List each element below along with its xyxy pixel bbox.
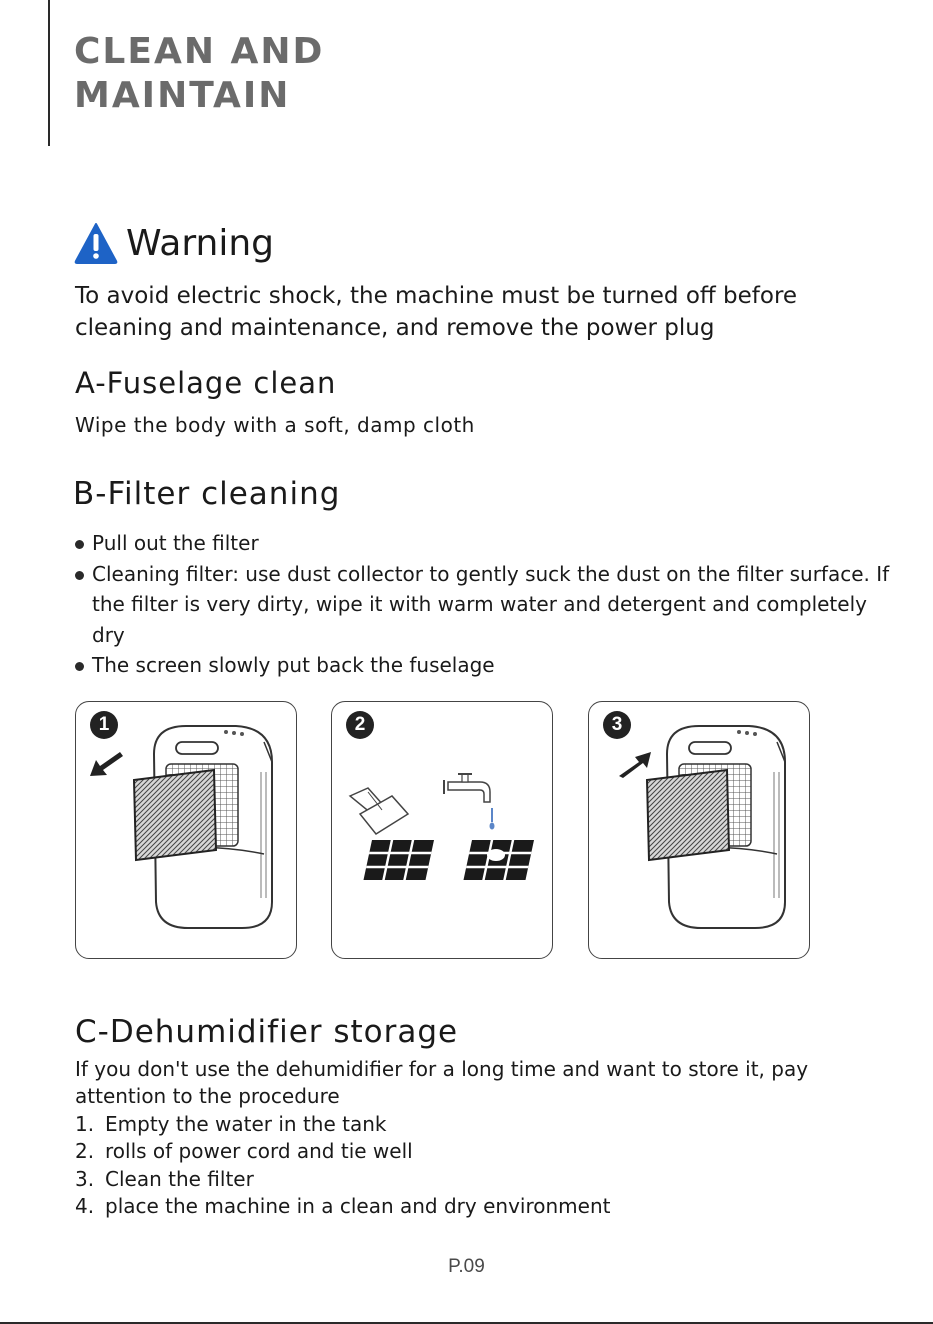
list-item xyxy=(75,1138,610,1165)
section-b-title: B-Filter cleaning xyxy=(73,476,341,512)
step-figure-1 xyxy=(75,701,297,959)
header-divider xyxy=(48,0,50,146)
list-item: Cleaning filter: use dust collector to gently suck the dust on the filter surface. If the filter is very dirty, wipe it with warm water and detergent and completely dry xyxy=(75,559,895,651)
storage-step-list xyxy=(75,1111,610,1220)
wash-filter-illustration xyxy=(332,702,553,959)
page-title: CLEAN AND MAINTAIN xyxy=(74,31,325,116)
list-item xyxy=(75,1193,610,1220)
list-item xyxy=(75,1166,610,1193)
list-item: Pull out the filter xyxy=(75,528,895,559)
insert-filter-illustration xyxy=(589,702,810,959)
step-figure-2 xyxy=(331,701,553,959)
step-text: rolls of power cord and tie well xyxy=(105,1139,413,1164)
remove-filter-illustration xyxy=(76,702,297,959)
warning-title: Warning xyxy=(126,222,275,264)
step-text: Empty the water in the tank xyxy=(105,1112,387,1136)
section-a-title: A-Fuselage clean xyxy=(75,366,337,400)
step-figure-3 xyxy=(588,701,810,959)
section-a-text: Wipe the body with a soft, damp cloth xyxy=(75,413,475,437)
list-item: The screen slowly put back the fuselage xyxy=(75,650,895,681)
step-index: 4. xyxy=(75,1193,95,1218)
step-text: place the machine in a clean and dry environment xyxy=(105,1193,611,1218)
step-number-badge: 3 xyxy=(603,711,631,739)
list-item xyxy=(75,1111,610,1138)
page-number: P.09 xyxy=(448,1256,485,1277)
step-index: 3. xyxy=(75,1166,95,1191)
step-index: 1. xyxy=(75,1112,95,1136)
section-c-text: If you don't use the dehumidifier for a long time and want to store it, pay attention to the procedure xyxy=(75,1057,809,1108)
warning-text: To avoid electric shock, the machine must be turned off before cleaning and maintenance, and remove the power plug xyxy=(75,283,798,341)
filter-bullet-list xyxy=(75,528,895,681)
step-number-badge: 1 xyxy=(90,711,118,739)
section-c-title: C-Dehumidifier storage xyxy=(75,1014,459,1050)
warning-triangle-icon xyxy=(74,222,118,264)
step-text: Clean the filter xyxy=(105,1166,254,1191)
warning-heading xyxy=(74,220,274,266)
step-number-badge: 2 xyxy=(346,711,374,739)
step-index: 2. xyxy=(75,1139,95,1164)
